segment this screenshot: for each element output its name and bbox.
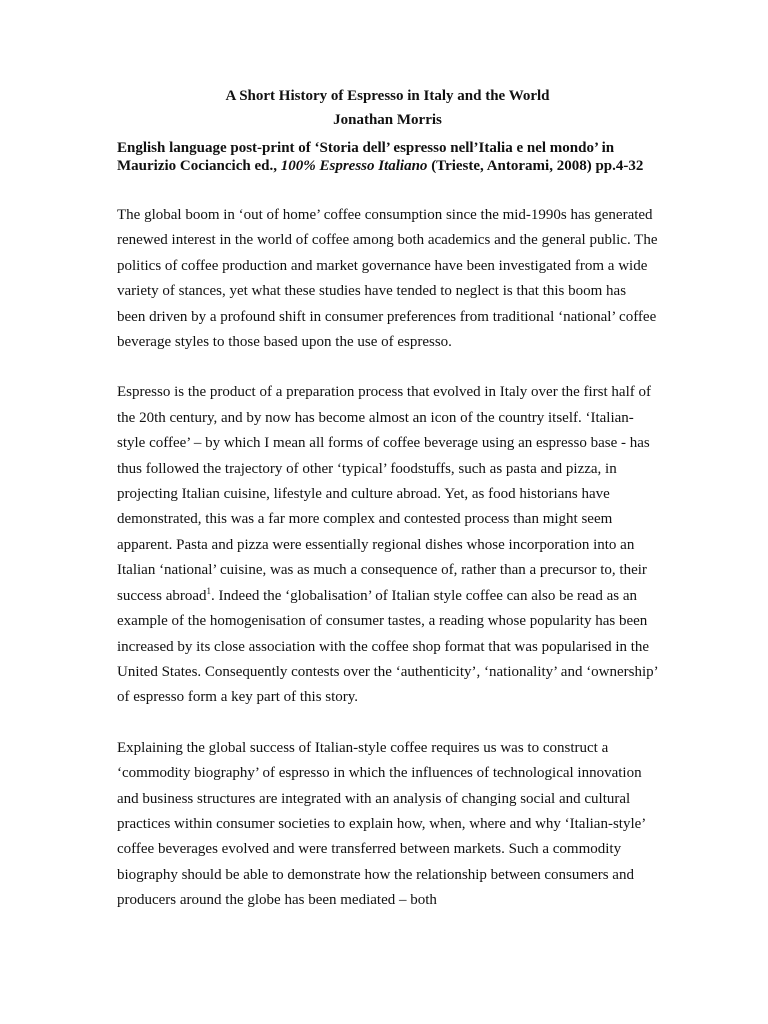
citation-part-1: English language post-print of ‘Storia dell’ espresso nell’Italia e nel mondo’ in Maurizio Cociancich ed., — [117, 140, 615, 174]
citation-part-2: (Trieste, Antorami, 2008) pp.4-32 — [427, 158, 644, 174]
paragraph-2-text-before-note: Espresso is the product of a preparation process that evolved in Italy over the first half of the 20th century, and by now has become almost an icon of the country itself. ‘Italian-style coffee’ – by which I mean all forms of coffee beverage using an espresso base - has thus followed the trajectory of other ‘typical’ foodstuffs, such as pasta and pizza, in projecting Italian cuisine, lifestyle and culture abroad. Yet, as food historians have demonstrated, this was a far more complex and contested process than might seem apparent. Pasta and pizza were essentially regional dishes whose incorporation into an Italian ‘national’ cuisine, was as much a consequence of, rather than a precursor to, their success abroad — [117, 384, 652, 604]
paragraph-1: The global boom in ‘out of home’ coffee consumption since the mid-1990s has generated renewed interest in the world of coffee among both academics and the general public. The politics of coffee production and market governance have been investigated from a wide variety of stances, yet what these studies have tended to neglect is that this boom has been driven by a profound shift in consumer preferences from traditional ‘national’ coffee beverage styles to those based upon the use of espresso. — [117, 207, 658, 351]
paragraph-2 — [117, 380, 658, 710]
paragraph-2-text-after-note: . Indeed the ‘globalisation’ of Italian style coffee can also be read as an example of the homogenisation of consumer tastes, a reading whose popularity has been increased by its close association with the coffee shop format that was popularised in the United States. Consequently contests over the ‘authenticity’, ‘nationality’ and ‘ownership’ of espresso form a key part of this story. — [117, 587, 658, 706]
footnote-marker[interactable]: 1 — [206, 585, 212, 596]
citation-book-title: 100% Espresso Italiano — [280, 158, 428, 174]
document-author: Jonathan Morris — [333, 112, 442, 128]
citation — [117, 139, 658, 175]
document-title: A Short History of Espresso in Italy and the World — [225, 88, 550, 104]
paragraph-3: Explaining the global success of Italian-style coffee requires us was to construct a ‘commodity biography’ of espresso in which the influences of technological innovation and business structures are integrated with an analysis of changing social and cultural practices within consumer societies to explain how, when, where and why ‘Italian-style’ coffee beverages evolved and were transferred between markets. Such a commodity biography should be able to demonstrate how the relationship between consumers and producers around the globe has been mediated – both — [117, 739, 646, 909]
